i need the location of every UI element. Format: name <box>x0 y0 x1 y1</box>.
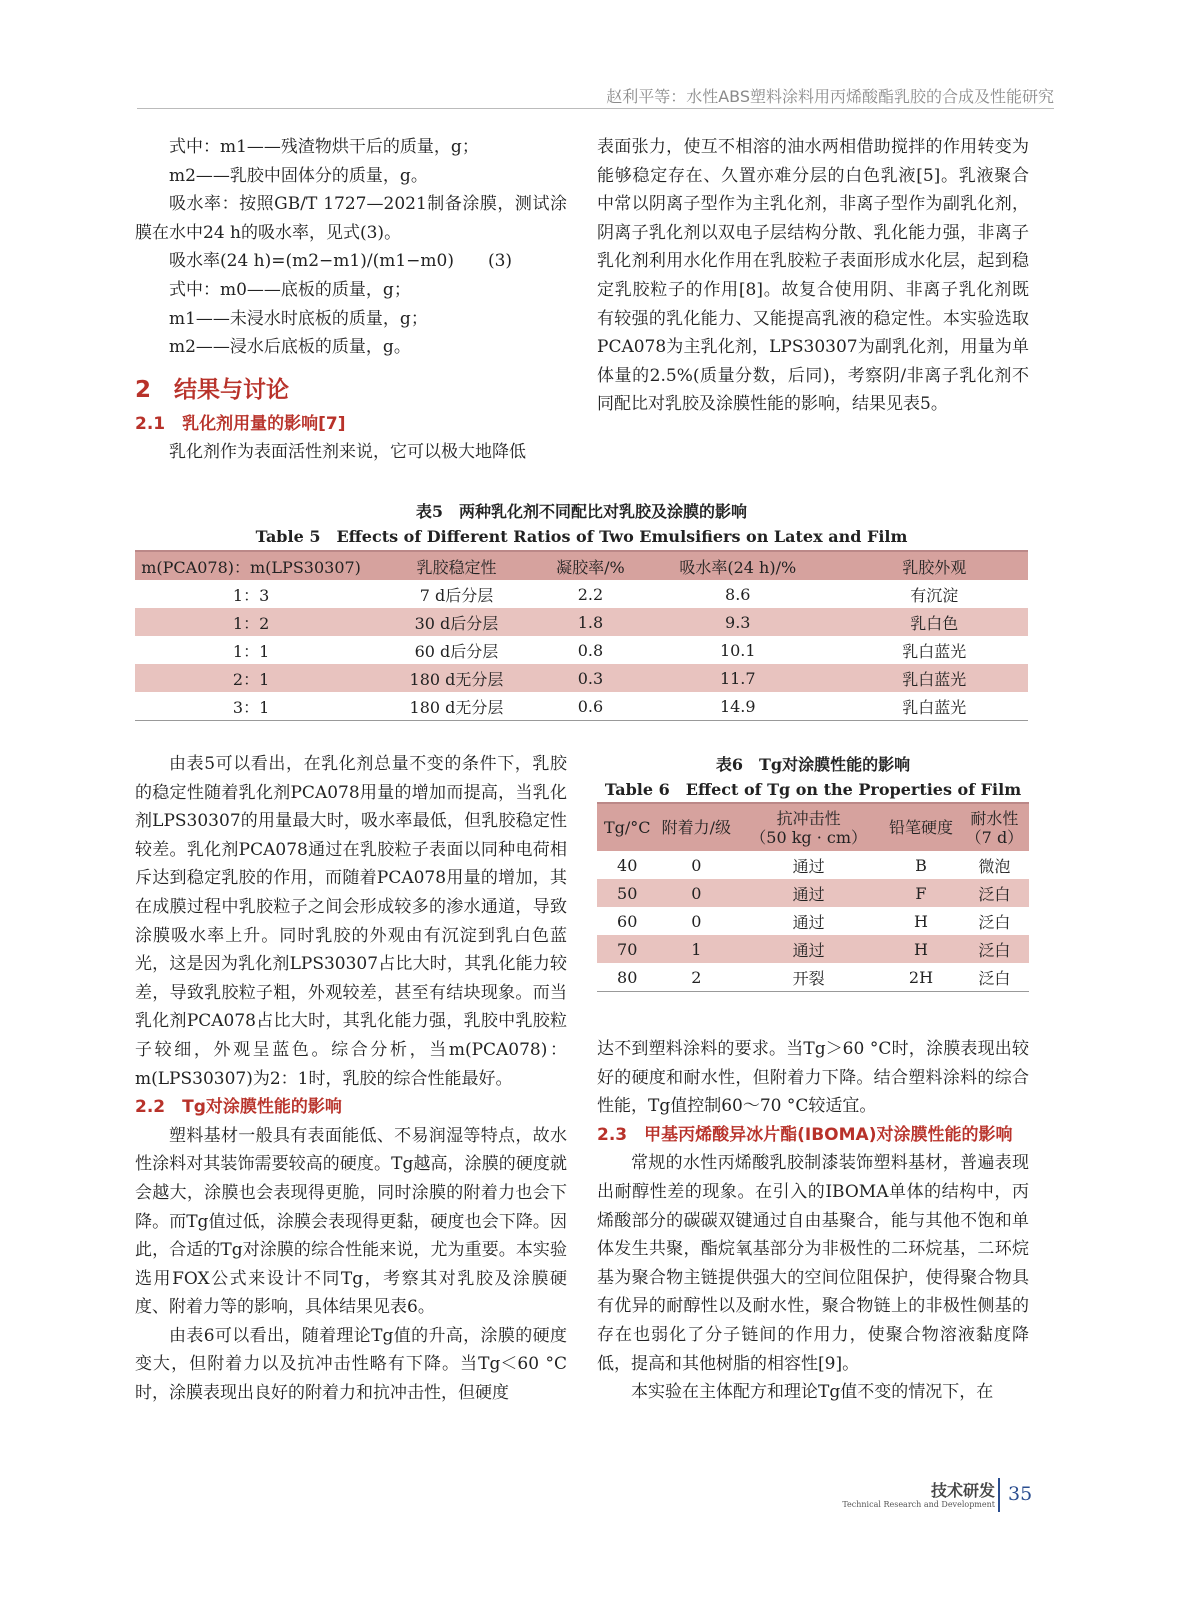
table-cell: 1 <box>691 939 702 959</box>
table-row <box>597 879 1029 907</box>
table5-caption <box>135 499 1028 549</box>
table-cell: 泛白 <box>978 968 1011 988</box>
table-cell: 1：1 <box>232 641 270 661</box>
formula-note: 式中：m1——残渣物烘干后的质量，g； <box>169 137 479 157</box>
subsection-heading: 2.3 甲基丙烯酸异冰片酯(IBOMA)对涂膜性能的影响 <box>597 1124 1013 1145</box>
table6-title-en: Table 6 Effect of Tg on the Properties of Film <box>604 780 1022 799</box>
table-cell: 有沉淀 <box>910 585 959 605</box>
table-cell: 7 d后分层 <box>419 585 494 605</box>
running-title: 赵利平等：水性ABS塑料涂料用丙烯酸酯乳胶的合成及性能研究 <box>606 87 1054 106</box>
table-cell: 30 d后分层 <box>414 613 499 633</box>
table-cell: 70 <box>617 939 638 959</box>
table-cell: 乳白蓝光 <box>902 669 967 689</box>
table-cell: 10.1 <box>719 640 756 660</box>
table-cell: 1：3 <box>232 585 270 605</box>
table-cell: 开裂 <box>792 968 825 988</box>
table-cell: 11.7 <box>719 668 756 688</box>
table-cell: 14.9 <box>719 696 756 716</box>
table-cell: 通过 <box>792 912 825 932</box>
table-cell: 乳白色 <box>910 613 959 633</box>
table-cell: 9.3 <box>725 612 751 632</box>
table-header: 铅笔硬度 <box>888 818 953 837</box>
table-cell: 0 <box>691 911 702 931</box>
left-column-top <box>135 133 567 467</box>
table-cell: 微泡 <box>978 856 1011 876</box>
table-header: m(PCA078)：m(LPS30307) <box>141 557 361 577</box>
equation: 吸水率(24 h)=(m2−m1)/(m1−m0) (3) <box>169 251 513 272</box>
formula-note: 式中：m0——底板的质量，g； <box>169 279 411 300</box>
table5-title-en: Table 5 Effects of Different Ratios of Two Emulsifiers on Latex and Film <box>255 527 908 546</box>
table6 <box>597 802 1029 992</box>
right-column-top <box>597 133 1029 419</box>
table-row <box>135 664 1028 692</box>
header-line: 耐水性 <box>970 808 1019 828</box>
table-cell: F <box>915 883 927 903</box>
table-cell: 1：2 <box>232 613 270 633</box>
table-cell: 泛白 <box>978 940 1011 960</box>
table-cell: 60 d后分层 <box>414 641 499 661</box>
table-header: 乳胶外观 <box>902 557 967 577</box>
table-cell: 0.3 <box>577 668 604 688</box>
table-header: 乳胶稳定性 <box>416 557 497 577</box>
header-line: （50 kg · cm） <box>750 827 868 847</box>
left-column-bottom <box>135 750 567 1408</box>
table-cell: 50 <box>617 883 638 903</box>
paragraph: 表面张力，使互不相溶的油水两相借助搅拌的作用转变为能够稳定存在、久置亦难分层的白色乳液[5]。乳液聚合中常以阴离子型作为主乳化剂，非离子型作为副乳化剂，阴离子乳化剂以双电子层结构分散、乳化能力强，非离子乳化剂利用水化作用在乳胶粒子表面形成水化层，起到稳定乳胶粒子的作用[8]。故复合使用阴、非离子乳化剂既有较强的乳化能力、又能提高乳液的稳定性。本实验选取PCA078为主乳化剂，LPS30307为副乳化剂，用量为单体量的2.5%(质量分数，后同)，考察阴/非离子乳化剂不同配比对乳胶及涂膜性能的影响，结果见表5。 <box>597 137 1029 415</box>
header-line: （7 d） <box>965 827 1024 847</box>
table-cell: 60 <box>617 911 638 931</box>
table-row <box>135 608 1028 636</box>
header-rule <box>137 108 1054 109</box>
table6-caption <box>597 752 1029 802</box>
table-cell: 8.6 <box>725 584 751 604</box>
right-column-bottom <box>597 1035 1029 1407</box>
table-cell: 2：1 <box>232 669 270 689</box>
table5-title-cn: 表5 两种乳化剂不同配比对乳胶及涂膜的影响 <box>415 502 748 521</box>
section-heading: 2 结果与讨论 <box>135 376 290 403</box>
paragraph: 乳化剂作为表面活性剂来说，它可以极大地降低 <box>169 442 526 463</box>
table-header: 附着力/级 <box>661 818 732 837</box>
table-cell: 0 <box>691 855 702 875</box>
table-cell: 乳白蓝光 <box>902 697 967 717</box>
table-cell: 0.8 <box>577 640 604 660</box>
table-cell: 1.8 <box>577 612 604 632</box>
table-cell: 泛白 <box>978 912 1011 932</box>
paragraph: 本实验在主体配方和理论Tg值不变的情况下，在 <box>631 1382 994 1403</box>
table-cell: B <box>915 855 927 875</box>
table-row <box>135 580 1028 608</box>
table-header: 凝胶率/% <box>556 557 625 577</box>
table-row <box>597 851 1029 879</box>
table-row <box>135 692 1028 721</box>
table-cell: H <box>914 939 928 959</box>
table-header <box>735 803 882 851</box>
table-cell: 0 <box>691 883 702 903</box>
table-header: Tg/°C <box>603 818 651 837</box>
table-cell: 2H <box>908 967 934 987</box>
table-cell: 180 d无分层 <box>409 669 504 689</box>
formula-note: m2——乳胶中固体分的质量，g。 <box>169 165 428 186</box>
table-cell: 80 <box>617 967 638 987</box>
paragraph: 由表6可以看出，随着理论Tg值的升高，涂膜的硬度变大，但附着力以及抗冲击性略有下降。当Tg＜60 °C时，涂膜表现出良好的附着力和抗冲击性，但硬度 <box>135 1325 567 1404</box>
paragraph: 吸水率：按照GB/T 1727—2021制备涂膜，测试涂膜在水中24 h的吸水率，见式(3)。 <box>135 194 567 243</box>
table-row <box>597 907 1029 935</box>
paragraph: 达不到塑料涂料的要求。当Tg＞60 °C时，涂膜表现出较好的硬度和耐水性，但附着力下降。结合塑料涂料的综合性能，Tg值控制60～70 °C较适宜。 <box>597 1039 1029 1117</box>
table-cell: 通过 <box>792 940 825 960</box>
table-row <box>597 963 1029 992</box>
footer-divider <box>998 1478 1000 1512</box>
table-cell: 通过 <box>792 884 825 904</box>
footer-section-cn: 技术研发 <box>930 1481 995 1500</box>
table6-title-cn: 表6 Tg对涂膜性能的影响 <box>715 755 911 774</box>
table-header: 吸水率(24 h)/% <box>679 557 797 577</box>
table5 <box>135 550 1028 721</box>
table-cell: 通过 <box>792 856 825 876</box>
table-cell: 乳白蓝光 <box>902 641 967 661</box>
paragraph: 常规的水性丙烯酸乳胶制漆装饰塑料基材，普遍表现出耐醇性差的现象。在引入的IBOMA单体的结构中，丙烯酸部分的碳碳双键通过自由基聚合，能与其他不饱和单体发生共聚，酯烷氧基部分为非极性的二环烷基，二环烷基为聚合物主链提供强大的空间位阻保护，使得聚合物具有优异的耐醇性以及耐水性，聚合物链上的非极性侧基的存在也弱化了分子链间的作用力，使聚合物溶液黏度降低，提高和其他树脂的相容性[9]。 <box>597 1153 1029 1374</box>
table-header <box>960 803 1029 851</box>
table-row <box>135 636 1028 664</box>
table-cell: 180 d无分层 <box>409 697 504 717</box>
table-cell: 泛白 <box>978 884 1011 904</box>
page-number: 35 <box>1008 1483 1033 1505</box>
table-cell: H <box>914 911 928 931</box>
header-line: 抗冲击性 <box>776 808 841 828</box>
paragraph: 由表5可以看出，在乳化剂总量不变的条件下，乳胶的稳定性随着乳化剂PCA078用量的增加而提高，当乳化剂LPS30307的用量最大时，吸水率最低，但乳胶稳定性较差。乳化剂PCA078通过在乳胶粒子表面以同种电荷相斥达到稳定乳胶的作用，而随着PCA078用量的增加，其在成膜过程中乳胶粒子之间会形成较多的渗水通道，导致涂膜吸水率上升。同时乳胶的外观由有沉淀到乳白色蓝光，这是因为乳化剂LPS30307占比大时，其乳化能力较差，导致乳胶粒子粗，外观较差，甚至有结块现象。而当乳化剂PCA078占比大时，其乳化能力强，乳胶中乳胶粒子较细，外观呈蓝色。综合分析，当m(PCA078)：m(LPS30307)为2：1时，乳胶的综合性能最好。 <box>135 754 567 1089</box>
table-cell: 2 <box>691 967 702 987</box>
subsection-heading: 2.2 Tg对涂膜性能的影响 <box>135 1097 342 1118</box>
paragraph: 塑料基材一般具有表面能低、不易润湿等特点，故水性涂料对其装饰需要较高的硬度。Tg越高，涂膜的硬度就会越大，涂膜也会表现得更脆，同时涂膜的附着力也会下降。而Tg值过低，涂膜会表现得更黏，硬度也会下降。因此，合适的Tg对涂膜的综合性能来说，尤为重要。本实验选用FOX公式来设计不同Tg，考察其对乳胶及涂膜硬度、附着力等的影响，具体结果见表6。 <box>135 1125 567 1318</box>
table-cell: 40 <box>617 855 638 875</box>
table-cell: 3：1 <box>232 697 270 717</box>
table-cell: 0.6 <box>577 696 604 716</box>
table-cell: 2.2 <box>577 584 604 604</box>
footer-section-en: Technical Research and Development <box>842 1500 995 1509</box>
subsection-heading: 2.1 乳化剂用量的影响[7] <box>135 413 346 434</box>
formula-note: m2——浸水后底板的质量，g。 <box>169 337 411 358</box>
formula-note: m1——未浸水时底板的质量，g； <box>169 308 428 329</box>
table-row <box>597 935 1029 963</box>
